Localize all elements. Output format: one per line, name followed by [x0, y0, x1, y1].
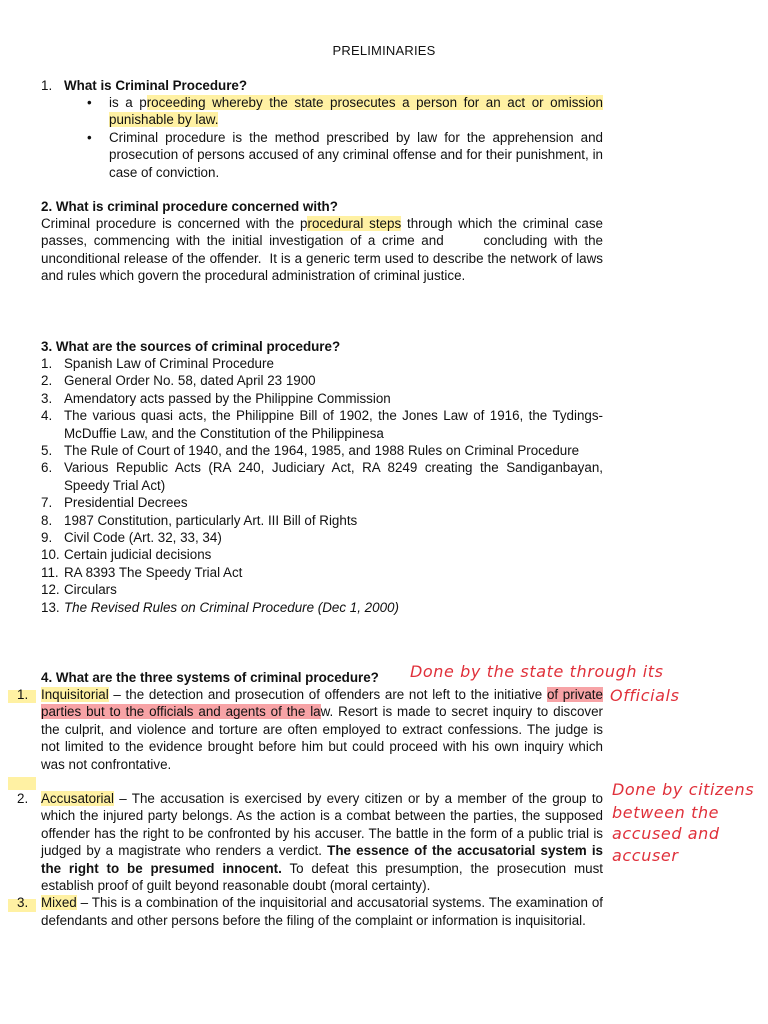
handwritten-note-2-line-2: between the [612, 803, 720, 822]
q1-bullet1-pre: is a p [109, 95, 147, 110]
list-item: 3. Amendatory acts passed by the Philippine Commission [41, 390, 391, 406]
list-item: 9. Civil Code (Art. 32, 33, 34) [41, 530, 222, 546]
list-item: 8. 1987 Constitution, particularly Art. III Bill of Rights [41, 512, 358, 528]
page-title: PRELIMINARIES [332, 43, 436, 58]
list-item: 5. The Rule of Court of 1940, and the 1964, 1985, and 1988 Rules on Criminal Procedure [41, 443, 580, 459]
list-item: 10. Certain judicial decisions [41, 547, 212, 563]
handwritten-note-1-line-1: Done by the state through its [410, 662, 664, 681]
q1-question: What is Criminal Procedure? [64, 78, 248, 93]
system-accusatorial: 2. Accusatorial – The accusation is exercised by every citizen or by a member of the group to which the injured party belongs. As the action is a combat between the parties, the supposed offender has the right to be confronted by his accuser. The battle in the form of a public trial is judged by a magistrate who renders a verdict. The essence of the accusatorial system is the right to be presumed innocent. To defeat this presumption, the prosecution must establish proof of guilt beyond reasonable doubt (moral certainty). [17, 791, 603, 894]
list-item: 2. General Order No. 58, dated April 23 1900 [41, 373, 316, 389]
q1-bullet-1 [87, 94, 603, 129]
list-item: 7. Presidential Decrees [41, 495, 188, 511]
q2-heading [41, 198, 603, 215]
handwritten-note-2-line-4: accuser [612, 846, 679, 865]
term-accusatorial: Accusatorial [41, 791, 114, 807]
handwritten-note-2-line-1: Done by citizens [612, 780, 755, 799]
handwritten-note-1-line-2: Officials [610, 686, 680, 705]
q3-heading [41, 338, 603, 355]
q2-answer [41, 215, 607, 285]
q1-number: 1. [41, 78, 53, 93]
list-item: 6. Various Republic Acts (RA 240, Judiciary Act, RA 8249 creating the Sandiganbayan, Speedy Trial Act) [41, 460, 603, 493]
q1-heading [41, 77, 247, 94]
q3-sources-list [41, 355, 603, 616]
margin-highlight-2 [8, 777, 36, 790]
q1-bullets [87, 94, 603, 181]
list-item: 12. Circulars [41, 582, 117, 598]
q1-bullet-2: • Criminal procedure is the method prescribed by law for the apprehension and prosecution of persons accused of any criminal offense and for their punishment, in case of conviction. [87, 129, 603, 181]
q2-answer-post: through which the criminal case passes, commencing with the initial investigation of a crime and concluding with the unconditional release of the offender. It is a generic term used to describe the network of laws and rules which govern the procedural administration of criminal justice. [41, 216, 607, 284]
q3-question: 3. What are the sources of criminal procedure? [41, 339, 341, 354]
q2-answer-pre: Criminal procedure is concerned with the p [41, 216, 308, 231]
inquisitorial-highlight: of private parties but to the officials and agents of the la [41, 687, 603, 720]
list-item: 1. Spanish Law of Criminal Procedure [41, 356, 274, 371]
q2-answer-highlight: rocedural steps [307, 216, 402, 231]
term-inquisitorial: Inquisitorial [41, 687, 109, 702]
system-mixed: 3. Mixed – This is a combination of the inquisitorial and accusatorial systems. The examination of defendants and other persons before the filing of the complaint or information is inquisitorial. [17, 895, 603, 928]
list-item: 13. The Revised Rules on Criminal Procedure (Dec 1, 2000) [41, 599, 399, 615]
list-item: 4. The various quasi acts, the Philippine Bill of 1902, the Jones Law of 1916, the Tydings-McDuffie Law, and the Constitution of the Philippinesa [41, 408, 603, 441]
q4-systems-list [17, 686, 603, 929]
q4-question: 4. What are the three systems of criminal procedure? [41, 670, 379, 685]
q2-question: 2. What is criminal procedure concerned with? [41, 199, 338, 214]
accusatorial-essence: The essence of the accusatorial system is the right to be presumed innocent. [41, 843, 603, 876]
system-inquisitorial: 1. Inquisitorial – the detection and prosecution of offenders are not left to the initiative of private parties but to the officials and agents of the law. Resort is made to secret inquiry to discover the culprit, and violence and torture are often employed to extract confessions. The judge is not limited to the evidence brought before him but could proceed with his own inquiry which was not confrontative. [17, 687, 603, 772]
list-item: 11. RA 8393 The Speedy Trial Act [41, 564, 243, 580]
term-mixed: Mixed [41, 895, 77, 911]
q1-bullet1-highlight: roceeding whereby the state prosecutes a person for an act or omission punishable by law. [109, 95, 603, 128]
handwritten-note-2-line-3: accused and [612, 824, 720, 843]
